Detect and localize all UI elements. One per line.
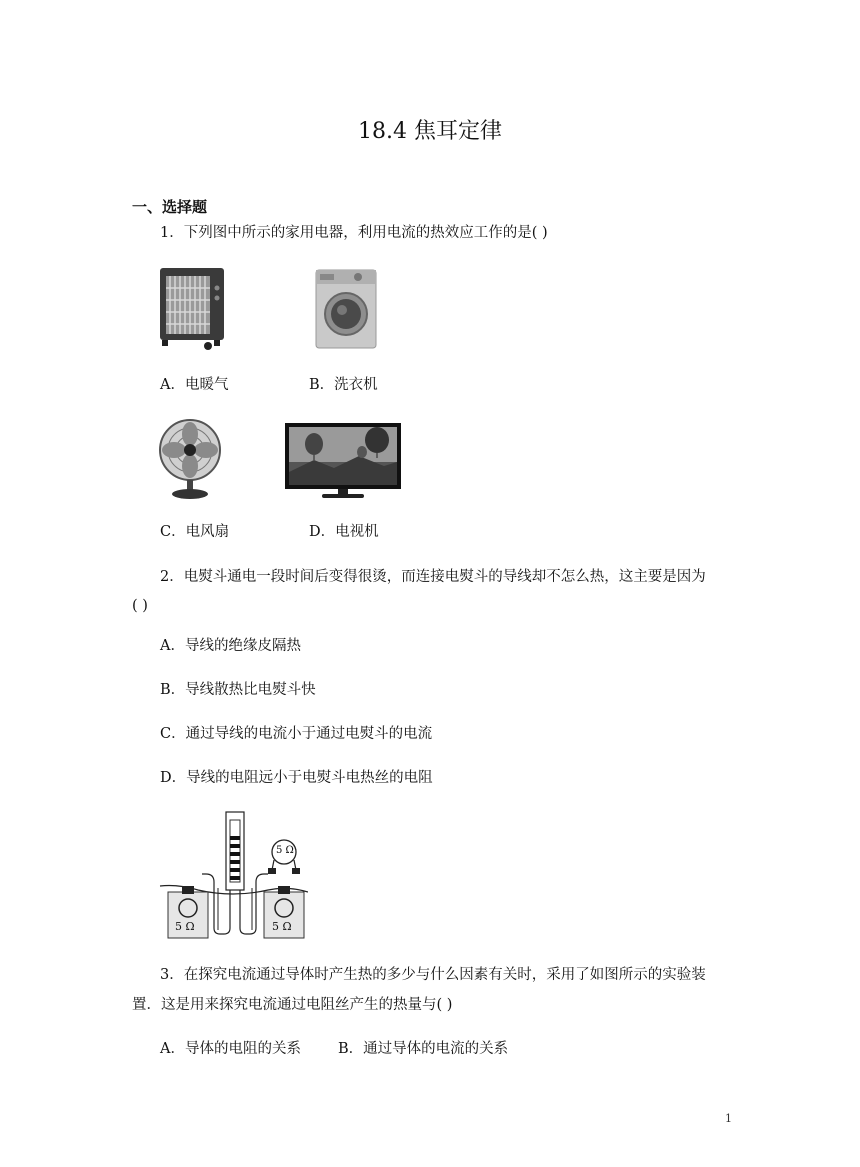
page-number: 1 (725, 1112, 732, 1125)
question-3-stem-line-2: 置．这是用来探究电流通过电阻丝产生的热量与( ) (132, 997, 453, 1013)
question-1-option-b: B．洗衣机 (309, 377, 378, 393)
question-1-option-c: C．电风扇 (160, 524, 230, 540)
question-2-option-b: B．导线散热比电熨斗快 (160, 682, 316, 698)
top-resistor-label: 5 Ω (276, 845, 294, 856)
washing-machine-image (314, 268, 380, 350)
question-2-option-d: D．导线的电阻远小于电熨斗电热丝的电阻 (160, 770, 433, 786)
question-2-stem-line-2: ( ) (132, 598, 148, 614)
question-2-stem-line-1: 2．电熨斗通电一段时间后变得很烫，而连接电熨斗的导线却不怎么热，这主要是因为 (160, 569, 706, 585)
question-1-option-a: A．电暖气 (160, 377, 229, 393)
left-resistor-label: 5 Ω (175, 920, 195, 933)
electric-fan-image (156, 418, 226, 500)
right-resistor-label: 5 Ω (272, 920, 292, 933)
question-2-option-c: C．通过导线的电流小于通过电熨斗的电流 (160, 726, 433, 742)
page-title: 18.4 焦耳定律 (358, 119, 502, 144)
question-1-stem: 1．下列图中所示的家用电器，利用电流的热效应工作的是( ) (160, 225, 548, 241)
question-3-option-b: B．通过导体的电流的关系 (338, 1041, 509, 1057)
question-3-option-a: A．导体的电阻的关系 (160, 1041, 301, 1057)
question-1-option-d: D．电视机 (309, 524, 379, 540)
section-heading: 一、选择题 (132, 198, 208, 216)
question-3-stem-line-1: 3．在探究电流通过导体时产生热的多少与什么因素有关时，采用了如图所示的实验装 (160, 967, 706, 983)
television-image (284, 422, 402, 500)
question-2-option-a: A．导线的绝缘皮隔热 (160, 638, 301, 654)
electric-heater-image (158, 266, 230, 352)
